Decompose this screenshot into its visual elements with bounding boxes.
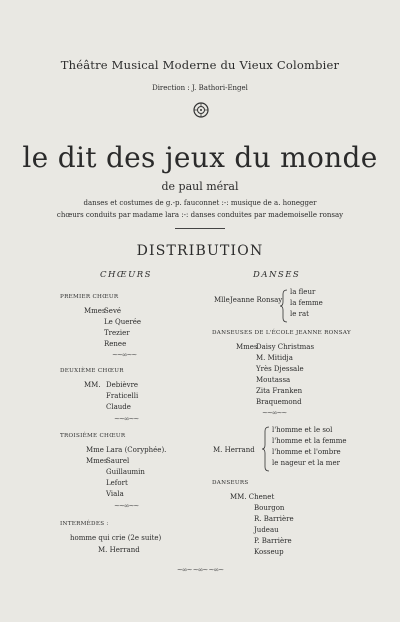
list-item: Viala	[106, 490, 124, 498]
list-item: Claude	[106, 403, 131, 411]
intermedes-line: homme qui crie (2e suite)	[70, 534, 162, 542]
flourish-ornament: ~~∞~~	[114, 415, 139, 423]
list-item: Saurel	[106, 457, 130, 465]
role-item: l'homme et le sol	[272, 426, 333, 434]
brace-icon	[262, 426, 270, 472]
divider	[175, 228, 225, 229]
list-item: Fraticelli	[106, 392, 139, 400]
danses-heading: DANSES	[253, 270, 301, 280]
page-title: le dit des jeux du monde	[22, 141, 378, 174]
list-item: MM. Chenet	[230, 493, 275, 501]
list-item: Moutassa	[256, 376, 291, 384]
list-item: Kosseup	[254, 548, 284, 556]
premier-choeur-label: PREMIER CHŒUR	[60, 294, 119, 300]
troisieme-line2-title: Mmes	[86, 457, 108, 465]
list-item: R. Barrière	[254, 515, 294, 523]
list-item: Zita Franken	[256, 387, 303, 395]
role-item: le nageur et la mer	[272, 459, 340, 467]
list-item: Le Querée	[104, 318, 142, 326]
ecole-title: Mmes	[236, 343, 258, 351]
brace-icon	[280, 289, 288, 323]
distribution-heading: DISTRIBUTION	[136, 243, 264, 259]
list-item: P. Barrière	[254, 537, 292, 545]
credits-line-1: danses et costumes de g.-p. fauconnet :-: musique de a. honegger	[83, 199, 317, 207]
flourish-ornament: ~~∞~~	[262, 409, 287, 417]
flourish-ornament: ~~∞~~	[114, 502, 139, 510]
ronsay-name: Jeanne Ronsay	[230, 296, 283, 304]
role-item: l'homme et la femme	[272, 437, 347, 445]
list-item: Braquemond	[256, 398, 302, 406]
subtitle: de paul méral	[161, 180, 239, 193]
ronsay-title: Mlle	[214, 296, 230, 304]
list-item: M. Mitidja	[256, 354, 293, 362]
flourish-ornament: ~~∞~~	[112, 351, 137, 359]
premier-choeur-title: Mmes	[84, 307, 106, 315]
list-item: Lefort	[106, 479, 128, 487]
direction-line: Direction : J. Bathori-Engel	[152, 84, 248, 92]
role-item: la femme	[290, 299, 323, 307]
troisieme-line1-title: Mme	[86, 446, 104, 454]
list-item: Debièvre	[106, 381, 139, 389]
role-item: l'homme et l'ombre	[272, 448, 341, 456]
end-ornament: ~∞~ ~∞~ ~∞~	[176, 566, 224, 574]
deuxieme-choeur-title: MM.	[84, 381, 101, 389]
herrand-name: M. Herrand	[213, 446, 255, 454]
list-item: Sevé	[104, 307, 122, 315]
intermedes-performer: M. Herrand	[98, 546, 140, 554]
ecole-label: DANSEUSES DE L'ÉCOLE JEANNE RONSAY	[212, 330, 351, 336]
intermedes-label: INTERMÈDES :	[60, 521, 109, 527]
list-item: Guillaumin	[106, 468, 145, 476]
theatre-name: Théâtre Musical Moderne du Vieux Colombier	[60, 58, 340, 72]
list-item: Trezier	[104, 329, 130, 337]
ornament-icon	[192, 101, 210, 119]
danseurs-label: DANSEURS	[212, 480, 249, 486]
list-item: Renee	[104, 340, 127, 348]
role-item: le rat	[290, 310, 309, 318]
list-item: Bourgon	[254, 504, 285, 512]
choeurs-heading: CHŒURS	[100, 270, 152, 280]
troisieme-choeur-label: TROISIÈME CHŒUR	[60, 433, 126, 439]
deuxieme-choeur-label: DEUXIÈME CHŒUR	[60, 368, 124, 374]
list-item: Lara (Coryphée).	[106, 446, 167, 454]
list-item: Yrès Djessale	[256, 365, 304, 373]
credits-line-2: chœurs conduits par madame lara :-: danses conduites par mademoiselle ronsay	[56, 211, 344, 219]
role-item: la fleur	[290, 288, 316, 296]
list-item: Judeau	[254, 526, 279, 534]
list-item: Daisy Christmas	[256, 343, 315, 351]
